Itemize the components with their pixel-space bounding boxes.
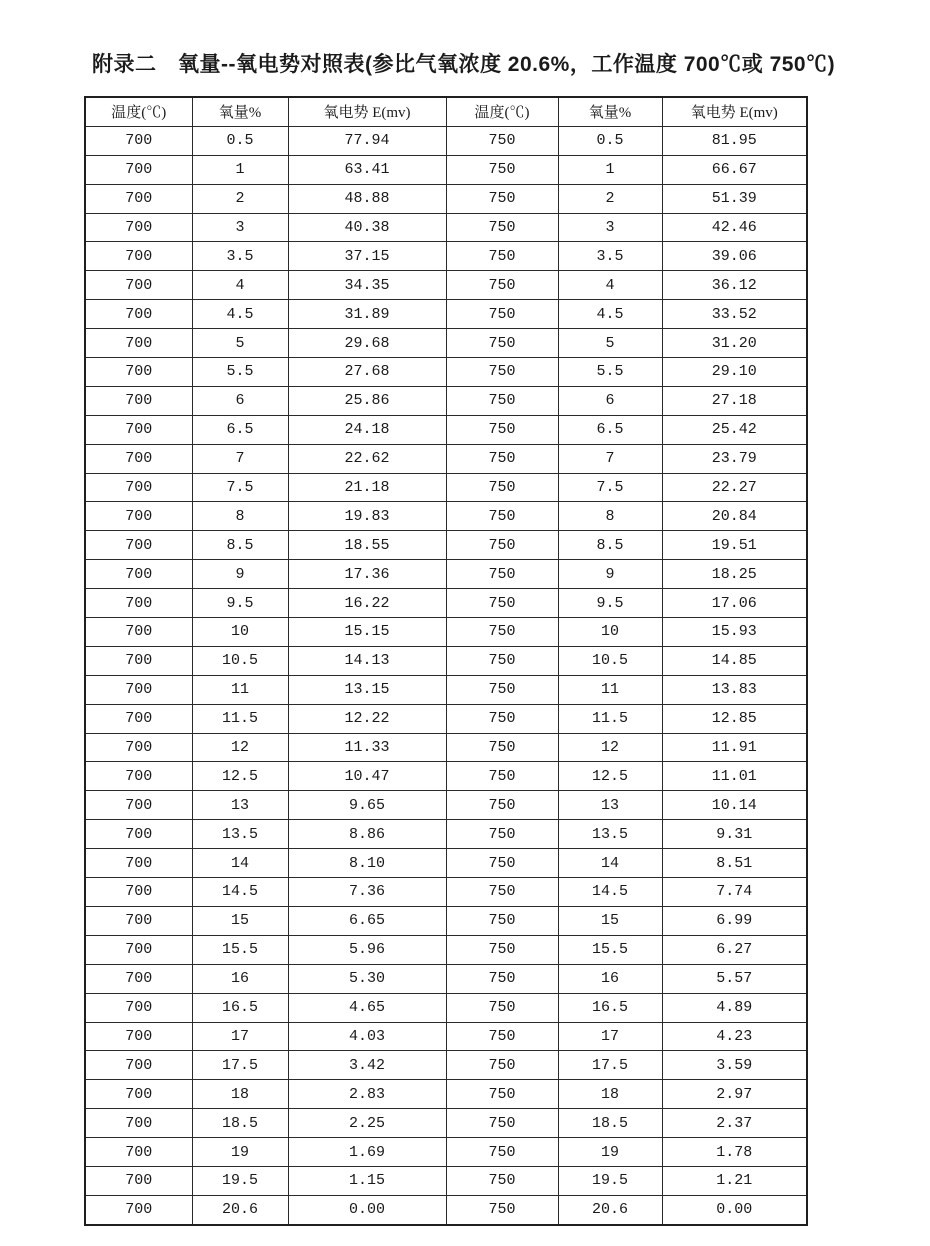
oxygen-potential-cell: 25.86	[288, 386, 446, 415]
temperature-cell: 700	[85, 271, 192, 300]
temperature-cell: 750	[446, 733, 558, 762]
temperature-cell: 700	[85, 155, 192, 184]
oxygen-potential-cell: 39.06	[662, 242, 807, 271]
temperature-cell: 700	[85, 849, 192, 878]
table-row	[85, 444, 807, 473]
table-row	[85, 618, 807, 647]
table-row	[85, 1138, 807, 1167]
temperature-cell: 700	[85, 126, 192, 155]
temperature-cell: 750	[446, 415, 558, 444]
oxygen-percent-cell: 16	[558, 964, 662, 993]
oxygen-potential-cell: 31.89	[288, 300, 446, 329]
oxygen-percent-cell: 17	[558, 1022, 662, 1051]
temperature-cell: 700	[85, 300, 192, 329]
temperature-cell: 700	[85, 358, 192, 387]
temperature-cell: 750	[446, 704, 558, 733]
oxygen-percent-cell: 18.5	[192, 1109, 288, 1138]
table-row	[85, 820, 807, 849]
oxygen-potential-cell: 7.36	[288, 878, 446, 907]
temperature-cell: 750	[446, 531, 558, 560]
oxygen-potential-cell: 63.41	[288, 155, 446, 184]
oxygen-potential-cell: 5.57	[662, 964, 807, 993]
oxygen-percent-cell: 8	[558, 502, 662, 531]
table-row	[85, 906, 807, 935]
temperature-cell: 700	[85, 646, 192, 675]
temperature-cell: 700	[85, 906, 192, 935]
oxygen-potential-cell: 3.42	[288, 1051, 446, 1080]
oxygen-potential-cell: 24.18	[288, 415, 446, 444]
oxygen-potential-cell: 0.00	[662, 1195, 807, 1224]
oxygen-potential-cell: 15.93	[662, 618, 807, 647]
oxygen-potential-cell: 77.94	[288, 126, 446, 155]
oxygen-percent-cell: 19.5	[192, 1166, 288, 1195]
oxygen-potential-cell: 0.00	[288, 1195, 446, 1224]
temperature-cell: 750	[446, 184, 558, 213]
table-row	[85, 473, 807, 502]
temperature-cell: 750	[446, 1080, 558, 1109]
oxygen-percent-cell: 3	[192, 213, 288, 242]
table-row	[85, 1051, 807, 1080]
oxygen-percent-cell: 15.5	[192, 935, 288, 964]
temperature-cell: 700	[85, 531, 192, 560]
table-row	[85, 675, 807, 704]
temperature-cell: 700	[85, 1109, 192, 1138]
oxygen-percent-cell: 10	[192, 618, 288, 647]
temperature-cell: 750	[446, 386, 558, 415]
oxygen-potential-cell: 27.68	[288, 358, 446, 387]
temperature-cell: 750	[446, 444, 558, 473]
oxygen-potential-cell: 8.86	[288, 820, 446, 849]
oxygen-percent-cell: 14	[558, 849, 662, 878]
temperature-cell: 700	[85, 935, 192, 964]
oxygen-potential-cell: 11.33	[288, 733, 446, 762]
oxygen-potential-cell: 1.69	[288, 1138, 446, 1167]
temperature-cell: 750	[446, 849, 558, 878]
temperature-cell: 750	[446, 589, 558, 618]
temperature-cell: 700	[85, 791, 192, 820]
temperature-cell: 750	[446, 762, 558, 791]
oxygen-potential-cell: 15.15	[288, 618, 446, 647]
oxygen-percent-cell: 0.5	[558, 126, 662, 155]
temperature-cell: 750	[446, 646, 558, 675]
temperature-cell: 700	[85, 329, 192, 358]
oxygen-percent-cell: 4	[558, 271, 662, 300]
oxygen-potential-cell: 42.46	[662, 213, 807, 242]
oxygen-percent-cell: 4.5	[192, 300, 288, 329]
oxygen-potential-cell: 2.83	[288, 1080, 446, 1109]
table-row	[85, 589, 807, 618]
oxygen-percent-cell: 19.5	[558, 1166, 662, 1195]
table-row	[85, 935, 807, 964]
temperature-cell: 700	[85, 589, 192, 618]
oxygen-potential-cell: 10.47	[288, 762, 446, 791]
oxygen-potential-cell: 22.27	[662, 473, 807, 502]
temperature-cell: 700	[85, 675, 192, 704]
oxygen-percent-cell: 11.5	[558, 704, 662, 733]
oxygen-percent-cell: 7	[192, 444, 288, 473]
temperature-cell: 750	[446, 935, 558, 964]
temperature-cell: 750	[446, 358, 558, 387]
oxygen-potential-cell: 2.25	[288, 1109, 446, 1138]
oxygen-percent-cell: 6.5	[192, 415, 288, 444]
temperature-cell: 700	[85, 415, 192, 444]
column-header: 温度(℃)	[85, 97, 192, 126]
oxygen-percent-cell: 13	[558, 791, 662, 820]
oxygen-potential-cell: 29.68	[288, 329, 446, 358]
oxygen-percent-cell: 7.5	[558, 473, 662, 502]
oxygen-percent-cell: 9.5	[558, 589, 662, 618]
temperature-cell: 700	[85, 704, 192, 733]
oxygen-potential-cell: 21.18	[288, 473, 446, 502]
table-row	[85, 762, 807, 791]
oxygen-percent-cell: 12.5	[558, 762, 662, 791]
oxygen-percent-cell: 14.5	[558, 878, 662, 907]
oxygen-potential-cell: 51.39	[662, 184, 807, 213]
oxygen-potential-cell: 4.23	[662, 1022, 807, 1051]
temperature-cell: 750	[446, 300, 558, 329]
oxygen-percent-cell: 14	[192, 849, 288, 878]
temperature-cell: 700	[85, 964, 192, 993]
oxygen-percent-cell: 15	[192, 906, 288, 935]
oxygen-potential-cell: 8.51	[662, 849, 807, 878]
oxygen-percent-cell: 10	[558, 618, 662, 647]
oxygen-potential-cell: 25.42	[662, 415, 807, 444]
temperature-cell: 750	[446, 1166, 558, 1195]
oxygen-percent-cell: 12	[192, 733, 288, 762]
temperature-cell: 750	[446, 329, 558, 358]
oxygen-percent-cell: 11	[558, 675, 662, 704]
table-row	[85, 386, 807, 415]
temperature-cell: 700	[85, 502, 192, 531]
oxygen-potential-table	[84, 96, 808, 1226]
oxygen-potential-cell: 27.18	[662, 386, 807, 415]
oxygen-percent-cell: 4	[192, 271, 288, 300]
oxygen-potential-cell: 18.25	[662, 560, 807, 589]
table-row	[85, 531, 807, 560]
oxygen-percent-cell: 9	[558, 560, 662, 589]
temperature-cell: 750	[446, 1051, 558, 1080]
table-row	[85, 242, 807, 271]
oxygen-percent-cell: 19	[192, 1138, 288, 1167]
table-row	[85, 415, 807, 444]
oxygen-potential-cell: 12.22	[288, 704, 446, 733]
oxygen-percent-cell: 6	[558, 386, 662, 415]
oxygen-potential-cell: 6.65	[288, 906, 446, 935]
temperature-cell: 750	[446, 906, 558, 935]
temperature-cell: 750	[446, 213, 558, 242]
oxygen-potential-cell: 2.97	[662, 1080, 807, 1109]
oxygen-potential-cell: 29.10	[662, 358, 807, 387]
oxygen-percent-cell: 17.5	[558, 1051, 662, 1080]
oxygen-percent-cell: 13.5	[192, 820, 288, 849]
oxygen-potential-cell: 37.15	[288, 242, 446, 271]
table-row	[85, 358, 807, 387]
oxygen-percent-cell: 19	[558, 1138, 662, 1167]
oxygen-percent-cell: 17	[192, 1022, 288, 1051]
oxygen-potential-cell: 17.36	[288, 560, 446, 589]
oxygen-percent-cell: 8	[192, 502, 288, 531]
temperature-cell: 700	[85, 1138, 192, 1167]
table-row	[85, 126, 807, 155]
oxygen-percent-cell: 5.5	[192, 358, 288, 387]
oxygen-percent-cell: 17.5	[192, 1051, 288, 1080]
oxygen-potential-cell: 12.85	[662, 704, 807, 733]
oxygen-potential-cell: 4.65	[288, 993, 446, 1022]
oxygen-potential-cell: 5.96	[288, 935, 446, 964]
oxygen-percent-cell: 2	[558, 184, 662, 213]
oxygen-potential-cell: 7.74	[662, 878, 807, 907]
temperature-cell: 700	[85, 1051, 192, 1080]
oxygen-potential-cell: 36.12	[662, 271, 807, 300]
oxygen-percent-cell: 5	[558, 329, 662, 358]
oxygen-potential-cell: 4.89	[662, 993, 807, 1022]
column-header: 温度(℃)	[446, 97, 558, 126]
oxygen-potential-cell: 22.62	[288, 444, 446, 473]
oxygen-potential-cell: 23.79	[662, 444, 807, 473]
oxygen-potential-cell: 34.35	[288, 271, 446, 300]
temperature-cell: 750	[446, 1195, 558, 1224]
table-header-row	[85, 97, 807, 126]
oxygen-percent-cell: 2	[192, 184, 288, 213]
table-row	[85, 213, 807, 242]
table-row	[85, 964, 807, 993]
table-row	[85, 646, 807, 675]
oxygen-percent-cell: 0.5	[192, 126, 288, 155]
oxygen-percent-cell: 12	[558, 733, 662, 762]
temperature-cell: 750	[446, 878, 558, 907]
oxygen-potential-cell: 6.27	[662, 935, 807, 964]
table-row	[85, 1195, 807, 1224]
table-row	[85, 733, 807, 762]
oxygen-potential-cell: 16.22	[288, 589, 446, 618]
temperature-cell: 700	[85, 184, 192, 213]
oxygen-potential-cell: 1.15	[288, 1166, 446, 1195]
oxygen-percent-cell: 20.6	[192, 1195, 288, 1224]
table-row	[85, 993, 807, 1022]
oxygen-potential-cell: 14.85	[662, 646, 807, 675]
temperature-cell: 700	[85, 1166, 192, 1195]
oxygen-percent-cell: 7.5	[192, 473, 288, 502]
oxygen-percent-cell: 18	[192, 1080, 288, 1109]
oxygen-percent-cell: 16.5	[192, 993, 288, 1022]
oxygen-potential-cell: 66.67	[662, 155, 807, 184]
table-row	[85, 155, 807, 184]
temperature-cell: 700	[85, 444, 192, 473]
oxygen-potential-cell: 5.30	[288, 964, 446, 993]
oxygen-potential-cell: 10.14	[662, 791, 807, 820]
oxygen-percent-cell: 5.5	[558, 358, 662, 387]
oxygen-potential-cell: 17.06	[662, 589, 807, 618]
oxygen-potential-cell: 81.95	[662, 126, 807, 155]
temperature-cell: 750	[446, 675, 558, 704]
table-header	[85, 97, 807, 126]
table-row	[85, 271, 807, 300]
oxygen-percent-cell: 9	[192, 560, 288, 589]
oxygen-percent-cell: 8.5	[192, 531, 288, 560]
temperature-cell: 700	[85, 473, 192, 502]
temperature-cell: 750	[446, 1138, 558, 1167]
temperature-cell: 700	[85, 733, 192, 762]
oxygen-percent-cell: 3	[558, 213, 662, 242]
oxygen-percent-cell: 4.5	[558, 300, 662, 329]
oxygen-percent-cell: 13	[192, 791, 288, 820]
temperature-cell: 700	[85, 560, 192, 589]
temperature-cell: 700	[85, 1080, 192, 1109]
page-title: 附录二 氧量--氧电势对照表(参比气氧浓度 20.6%，工作温度 700℃或 750℃)	[92, 53, 836, 76]
oxygen-percent-cell: 16	[192, 964, 288, 993]
table-row	[85, 184, 807, 213]
column-header: 氧量%	[192, 97, 288, 126]
temperature-cell: 700	[85, 762, 192, 791]
oxygen-percent-cell: 7	[558, 444, 662, 473]
temperature-cell: 750	[446, 993, 558, 1022]
oxygen-potential-cell: 14.13	[288, 646, 446, 675]
table-row	[85, 1166, 807, 1195]
oxygen-potential-cell: 19.83	[288, 502, 446, 531]
oxygen-percent-cell: 14.5	[192, 878, 288, 907]
oxygen-potential-cell: 8.10	[288, 849, 446, 878]
temperature-cell: 700	[85, 1195, 192, 1224]
oxygen-potential-cell: 33.52	[662, 300, 807, 329]
oxygen-potential-cell: 31.20	[662, 329, 807, 358]
column-header: 氧量%	[558, 97, 662, 126]
oxygen-percent-cell: 12.5	[192, 762, 288, 791]
oxygen-percent-cell: 1	[558, 155, 662, 184]
temperature-cell: 750	[446, 791, 558, 820]
oxygen-potential-cell: 3.59	[662, 1051, 807, 1080]
oxygen-potential-cell: 9.65	[288, 791, 446, 820]
temperature-cell: 700	[85, 242, 192, 271]
table-body	[85, 126, 807, 1224]
oxygen-percent-cell: 13.5	[558, 820, 662, 849]
oxygen-percent-cell: 11.5	[192, 704, 288, 733]
oxygen-percent-cell: 6	[192, 386, 288, 415]
oxygen-percent-cell: 3.5	[192, 242, 288, 271]
temperature-cell: 750	[446, 271, 558, 300]
temperature-cell: 750	[446, 155, 558, 184]
temperature-cell: 700	[85, 993, 192, 1022]
temperature-cell: 700	[85, 820, 192, 849]
oxygen-percent-cell: 18	[558, 1080, 662, 1109]
oxygen-percent-cell: 16.5	[558, 993, 662, 1022]
oxygen-potential-cell: 19.51	[662, 531, 807, 560]
table-row	[85, 329, 807, 358]
oxygen-percent-cell: 11	[192, 675, 288, 704]
oxygen-percent-cell: 1	[192, 155, 288, 184]
temperature-cell: 750	[446, 242, 558, 271]
temperature-cell: 700	[85, 618, 192, 647]
table-row	[85, 300, 807, 329]
table-row	[85, 560, 807, 589]
temperature-cell: 700	[85, 386, 192, 415]
temperature-cell: 750	[446, 820, 558, 849]
oxygen-percent-cell: 9.5	[192, 589, 288, 618]
oxygen-potential-cell: 6.99	[662, 906, 807, 935]
oxygen-percent-cell: 8.5	[558, 531, 662, 560]
oxygen-potential-cell: 9.31	[662, 820, 807, 849]
oxygen-potential-cell: 13.83	[662, 675, 807, 704]
temperature-cell: 750	[446, 473, 558, 502]
oxygen-potential-cell: 40.38	[288, 213, 446, 242]
table-row	[85, 502, 807, 531]
oxygen-potential-cell: 2.37	[662, 1109, 807, 1138]
temperature-cell: 750	[446, 1022, 558, 1051]
oxygen-potential-cell: 11.01	[662, 762, 807, 791]
oxygen-potential-cell: 48.88	[288, 184, 446, 213]
oxygen-percent-cell: 6.5	[558, 415, 662, 444]
oxygen-percent-cell: 15	[558, 906, 662, 935]
temperature-cell: 750	[446, 126, 558, 155]
table-row	[85, 1022, 807, 1051]
oxygen-percent-cell: 3.5	[558, 242, 662, 271]
table-row	[85, 878, 807, 907]
oxygen-percent-cell: 15.5	[558, 935, 662, 964]
column-header: 氧电势 E(mv)	[662, 97, 807, 126]
oxygen-potential-cell: 11.91	[662, 733, 807, 762]
table-row	[85, 1109, 807, 1138]
oxygen-potential-cell: 13.15	[288, 675, 446, 704]
oxygen-potential-cell: 1.78	[662, 1138, 807, 1167]
temperature-cell: 700	[85, 1022, 192, 1051]
temperature-cell: 700	[85, 878, 192, 907]
oxygen-potential-cell: 4.03	[288, 1022, 446, 1051]
temperature-cell: 700	[85, 213, 192, 242]
oxygen-percent-cell: 5	[192, 329, 288, 358]
table-row	[85, 704, 807, 733]
oxygen-percent-cell: 20.6	[558, 1195, 662, 1224]
oxygen-percent-cell: 18.5	[558, 1109, 662, 1138]
temperature-cell: 750	[446, 1109, 558, 1138]
temperature-cell: 750	[446, 618, 558, 647]
oxygen-potential-cell: 1.21	[662, 1166, 807, 1195]
temperature-cell: 750	[446, 964, 558, 993]
table-row	[85, 791, 807, 820]
table-row	[85, 849, 807, 878]
oxygen-percent-cell: 10.5	[192, 646, 288, 675]
column-header: 氧电势 E(mv)	[288, 97, 446, 126]
temperature-cell: 750	[446, 502, 558, 531]
table-row	[85, 1080, 807, 1109]
oxygen-percent-cell: 10.5	[558, 646, 662, 675]
oxygen-potential-cell: 18.55	[288, 531, 446, 560]
temperature-cell: 750	[446, 560, 558, 589]
oxygen-potential-cell: 20.84	[662, 502, 807, 531]
